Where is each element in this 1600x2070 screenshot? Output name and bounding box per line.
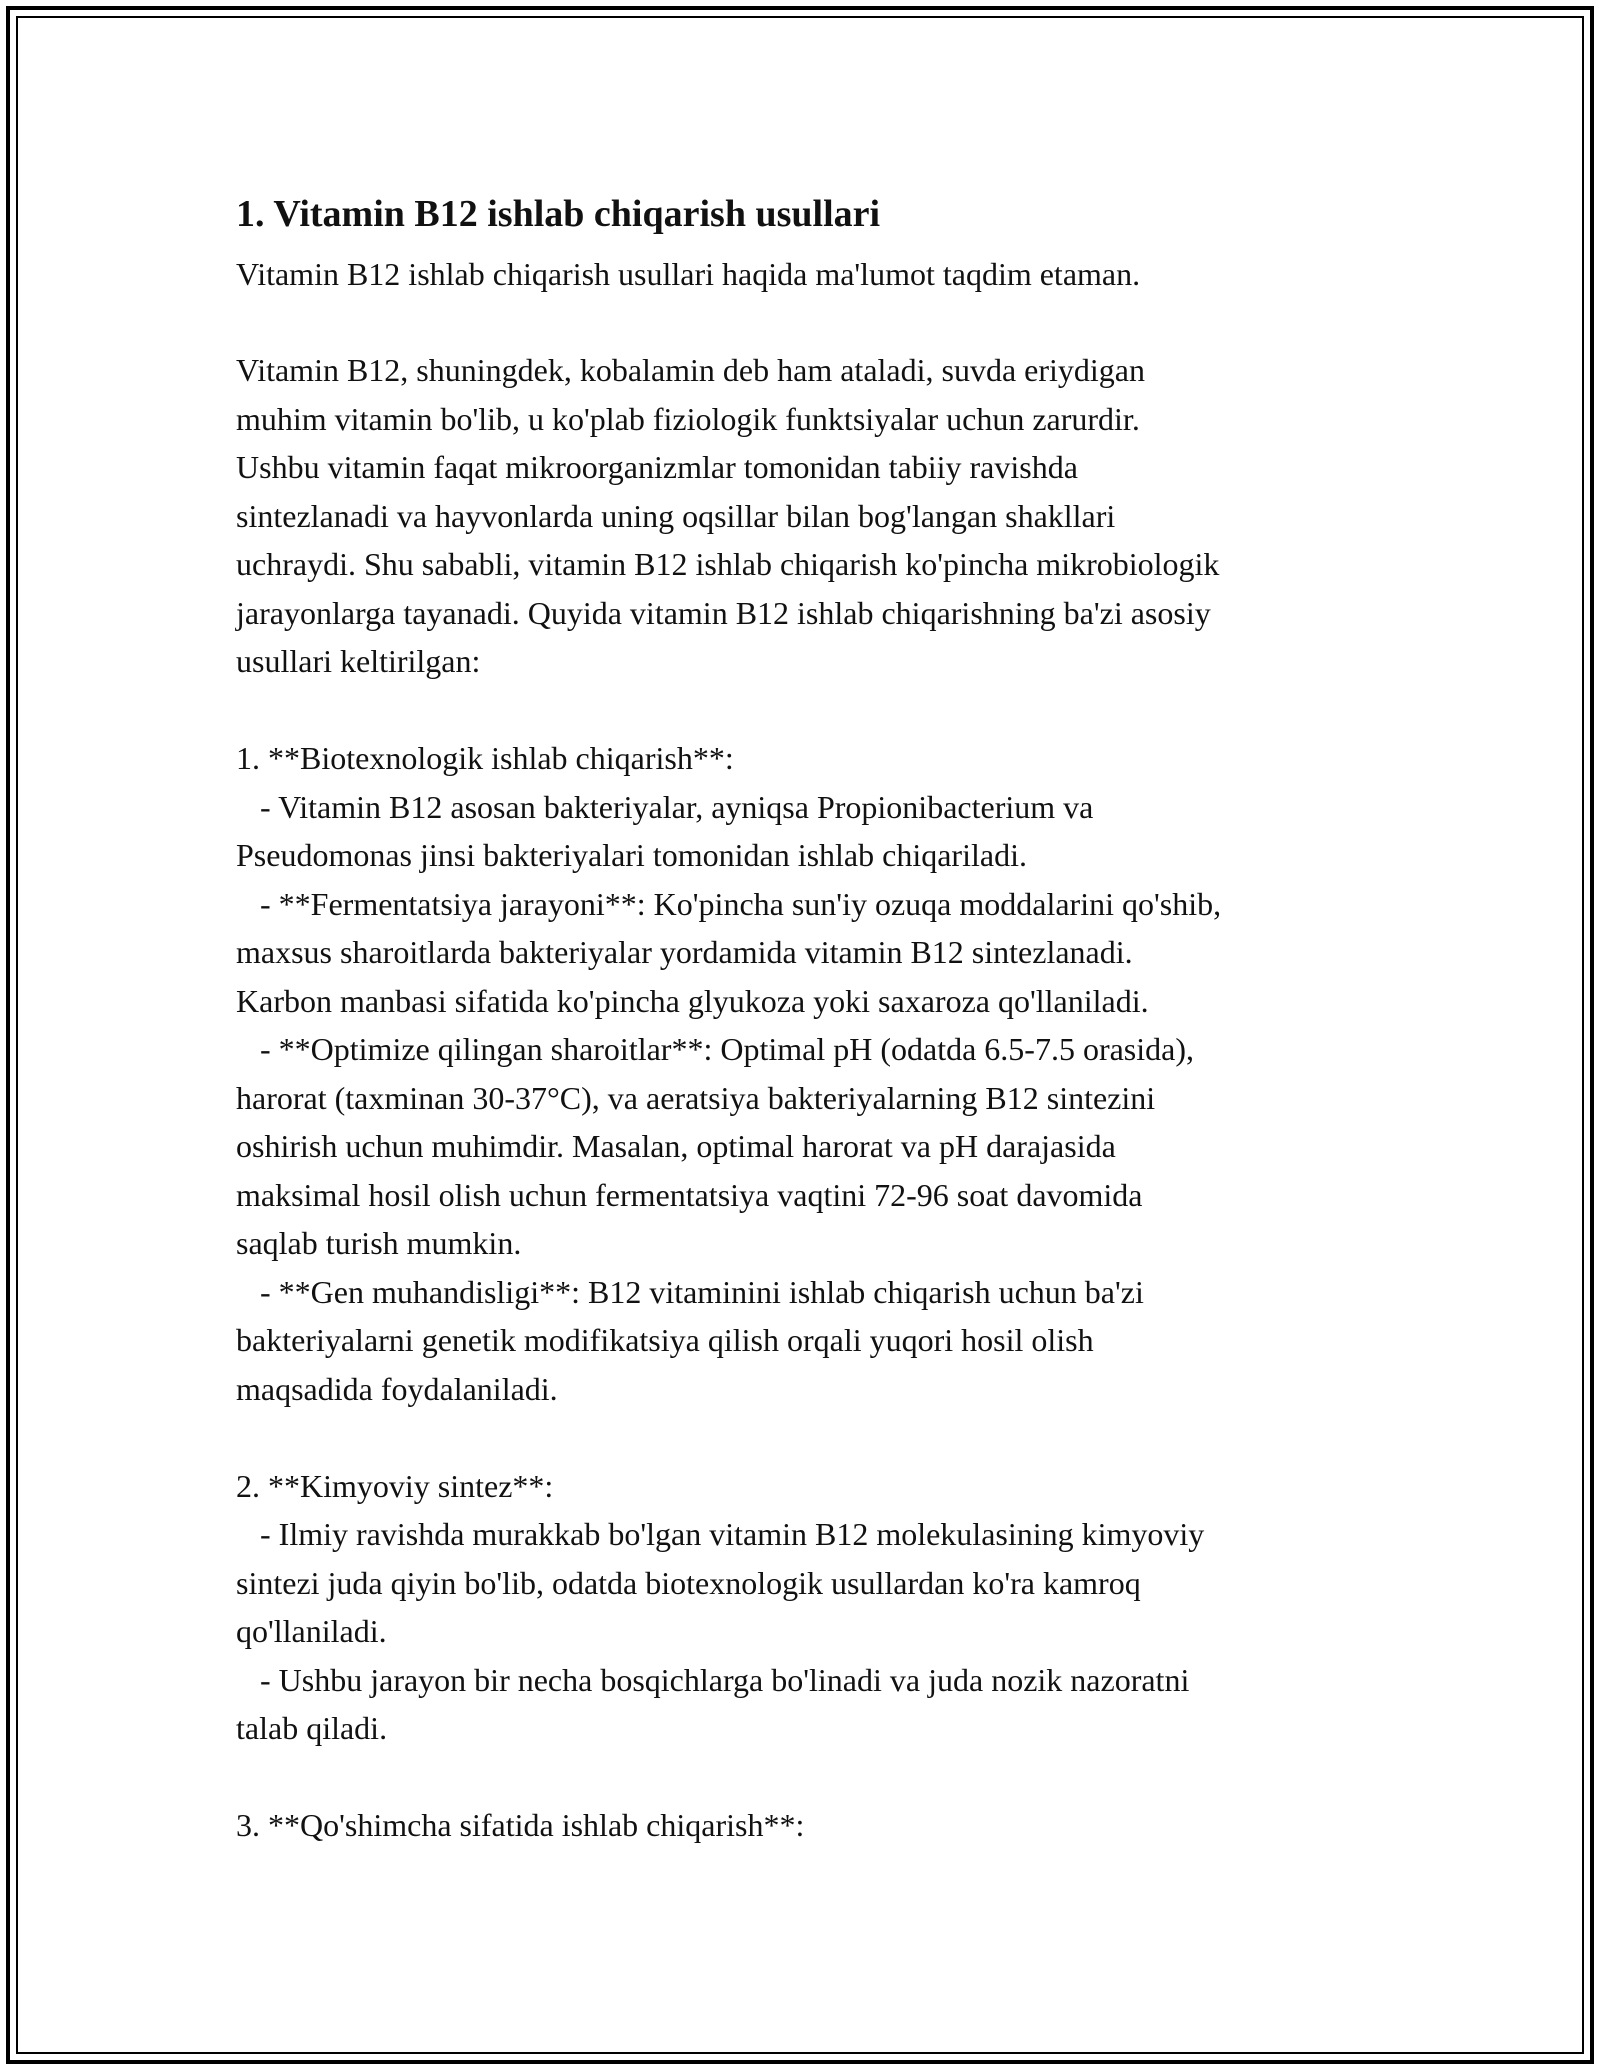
document-title: 1. Vitamin B12 ishlab chiqarish usullari xyxy=(236,193,881,235)
document-content xyxy=(236,188,1386,1850)
intro-paragraph: Vitamin B12 ishlab chiqarish usullari haqida ma'lumot taqdim etaman. xyxy=(236,256,1141,292)
body-text: Vitamin B12, shuningdek, kobalamin deb ham ataladi, suvda eriydigan muhim vitamin bo'lib, u ko'plab fiziologik funktsiyalar uchun zarurdir. Ushbu vitamin faqat mikroorganizmlar tomonidan tabiiy ravishda sintezlanadi va hayvonlarda uning oqsillar bilan bog'langan shakllari uchraydi. Shu sababli, vitamin B12 ishlab chiqarish ko'pincha mikrobiologik jarayonlarga tayanadi. Quyida vitamin B12 ishlab chiqarishning ba'zi asosiy usullari keltirilgan: 1. **Biotexnologik ishlab chiqarish**: - Vitamin B12 asosan bakteriyalar, ayniqsa Propionibacterium va Pseudomonas jinsi bakteriyalari tomonidan ishlab chiqariladi. - **Fermentatsiya jarayoni**: Ko'pincha sun'iy ozuqa moddalarini qo'shib, maxsus sharoitlarda bakteriyalar yordamida vitamin B12 sintezlanadi. Karbon manbasi sifatida ko'pincha glyukoza yoki saxaroza qo'llaniladi. - **Optimize qilingan sharoitlar**: Optimal pH (odatda 6.5-7.5 orasida), harorat (taxminan 30-37°C), va aeratsiya bakteriyalarning B12 sintezini oshirish uchun muhimdir. Masalan, optimal harorat va pH darajasida maksimal hosil olish uchun fermentatsiya vaqtini 72-96 soat davomida saqlab turish mumkin. - **Gen muhandisligi**: B12 vitaminini ishlab chiqarish uchun ba'zi bakteriyalarni genetik modifikatsiya qilish orqali yuqori hosil olish maqsadida foydalaniladi. 2. **Kimyoviy sintez**: - Ilmiy ravishda murakkab bo'lgan vitamin B12 molekulasining kimyoviy sintezi juda qiyin bo'lib, odatda biotexnologik usullardan ko'ra kamroq qo'llaniladi. - Ushbu jarayon bir necha bosqichlarga bo'linadi va juda nozik nazoratni talab qiladi. 3. **Qo'shimcha sifatida ishlab chiqarish**: xyxy=(236,352,1222,1843)
